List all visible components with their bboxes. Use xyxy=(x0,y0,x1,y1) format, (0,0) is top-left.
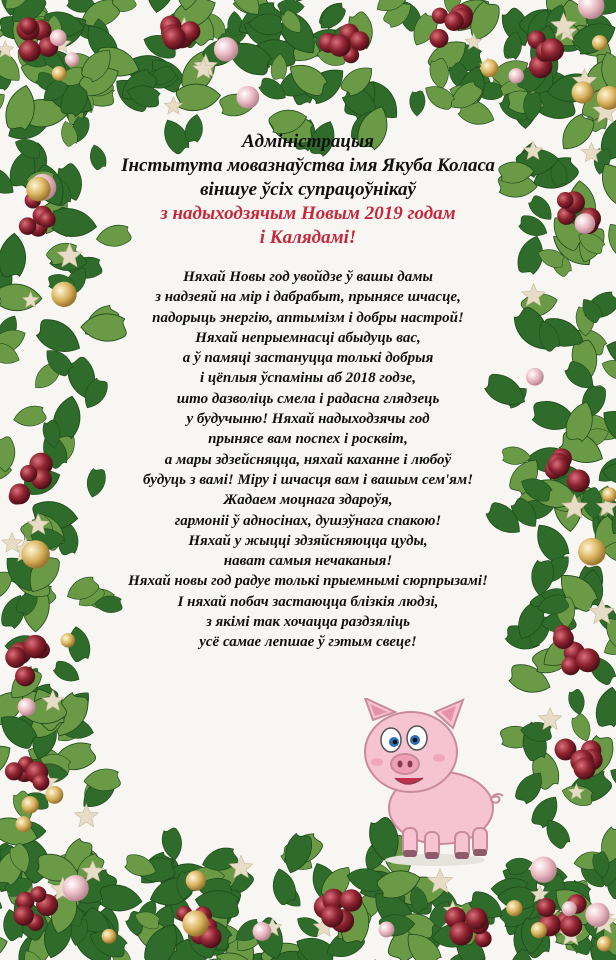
body-line: нават самыя нечаканыя! xyxy=(223,553,393,570)
greeting-text xyxy=(70,130,546,653)
pig-icon xyxy=(355,698,515,868)
body-line: І няхай побач застаюцца блізкія людзі, xyxy=(177,593,439,610)
body-line: будуць з вамі! Міру і шчасця вам і вашым сем'ям! xyxy=(142,471,474,488)
body-line: Няхай новы год радуе толькі прыемнымі сюрпрызамі! xyxy=(128,573,488,590)
organization-line-2: Інстытута мовазнаўства імя Якуба Коласа xyxy=(121,155,495,176)
body-line: з якімі так хочацца раздзяліць xyxy=(205,614,411,631)
body-line: Жадаем моцнага здароўя, xyxy=(223,492,393,509)
organization-line-1: Адміністрацыя xyxy=(242,131,374,152)
greets-line: віншуе ўсіх супрацоўнікаў xyxy=(200,179,416,200)
body-line: а мары здзейсняцца, няхай каханне і любоў xyxy=(164,451,452,468)
holiday-line-2: і Калядамі! xyxy=(259,227,357,248)
body-line: Няхай у жыцці здзяйсняюцца цуды, xyxy=(188,532,428,549)
body-line: гармоніі ў адносінах, душэўнага спакою! xyxy=(174,512,442,529)
greeting-body xyxy=(70,267,546,653)
body-line: у будучыню! Няхай надыходзячы год xyxy=(186,411,430,428)
body-line: з надзеяй на мір і дабрабыт, прынясе шчасце, xyxy=(155,289,461,306)
body-line: падорыць энергію, аптымізм і добры настрой! xyxy=(152,309,464,326)
body-line: што дазволіць смела і радасна глядзець xyxy=(176,390,440,407)
body-line: і цёплыя ўспаміны аб 2018 годзе, xyxy=(200,370,416,387)
body-line: Няхай Новы год увойдзе ў вашы дамы xyxy=(183,269,433,285)
holiday-line-1: з надыходзячым Новым 2019 годам xyxy=(160,203,456,224)
body-line: прынясе вам поспех і росквіт, xyxy=(208,431,408,448)
body-line: Няхай непрыемнасці абыдуць вас, xyxy=(195,329,421,346)
body-line: усё самае лепшае ў гэтым свеце! xyxy=(199,634,417,651)
body-line: а ў памяці застануцца толькі добрыя xyxy=(182,350,434,367)
